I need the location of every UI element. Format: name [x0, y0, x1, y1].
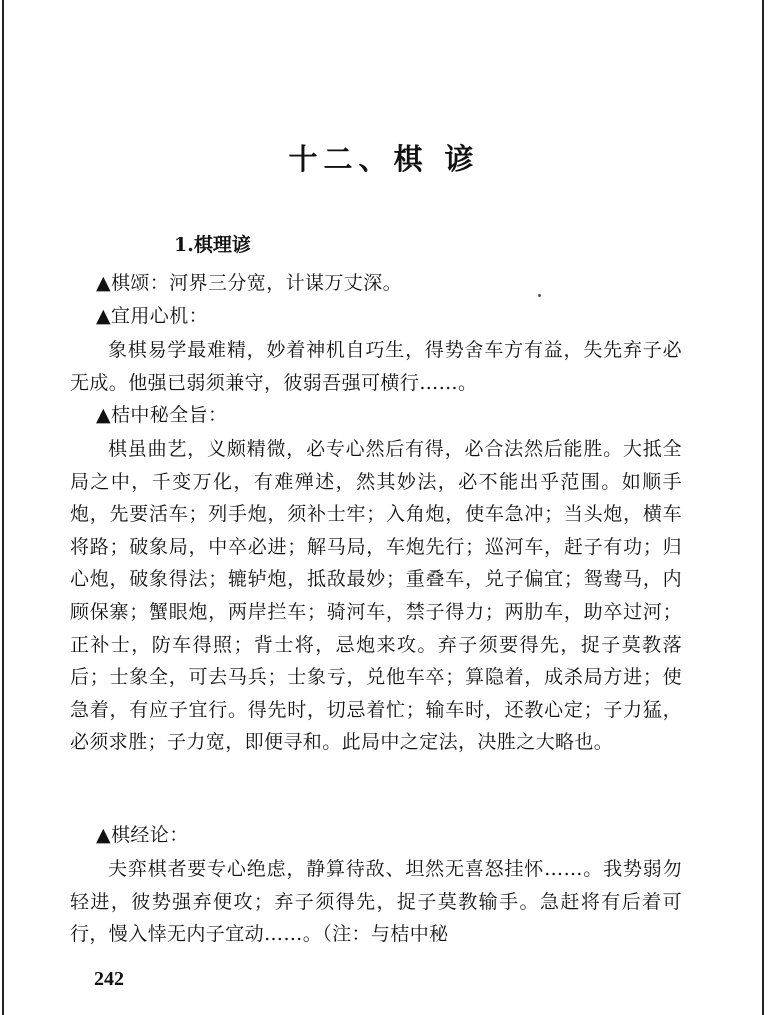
paragraph-juzhong-block	[70, 433, 682, 759]
chapter-title: 十二、棋 谚	[288, 142, 480, 176]
paragraph-xinji-block	[70, 334, 682, 399]
paragraph-juzhong: 棋虽曲艺，义颇精微，必专心然后有得，必合法然后能胜。大抵全局之中，千变万化，有难殚述，然其妙法，必不能出乎范围。如顺手炮，先要活车；列手炮，须补士牢；入角炮，使车急冲；当头炮，横车将路；破象局，中卒必进；解马局，车炮先行；巡河车，赶子有功；归心炮，破象得法；辘轳炮，抵敌最妙；重叠车，兑子偏宜；鸳鸯马，内顾保寨；蟹眼炮，两岸拦车；骑河车，禁子得力；两肋车，助卒过河；正补士，防车得照；背士将，忌炮来攻。弃子须要得先，捉子莫教落后；士象全，可去马兵；士象亏，兑他车卒；算隐着，成杀局方进；使急着，有应子宜行。得先时，切忌着忙；输车时，还教心定；子力猛，必须求胜；子力宽，即便寻和。此局中之定法，决胜之大略也。	[70, 438, 682, 754]
paragraph-qijing-block	[70, 853, 682, 951]
subheading-juzhong: ▲桔中秘全旨：	[96, 404, 228, 426]
scan-speck	[538, 294, 541, 297]
proverb-line-song: ▲棋颂：河界三分宽，计谋万丈深。	[96, 272, 403, 294]
subheading-xinji: ▲宜用心机：	[96, 305, 209, 327]
page-number: 242	[94, 968, 124, 990]
subheading-qijing: ▲棋经论：	[96, 824, 189, 846]
paragraph-qijing: 夫弈棋者要专心绝虑，静算待敌、坦然无喜怒挂怀……。我势弱勿轻进，彼势强弃便攻；弃子须得先，捉子莫教输手。急赶将有后着可行，慢入悻无内子宜动……。（注：与桔中秘	[70, 858, 682, 946]
paragraph-xinji: 象棋易学最难精，妙着神机自巧生，得势舍车方有益，失先弃子必无成。他强已弱须兼守，彼弱吾强可横行……。	[70, 339, 682, 394]
section-heading: 1.棋理谚	[174, 234, 251, 256]
